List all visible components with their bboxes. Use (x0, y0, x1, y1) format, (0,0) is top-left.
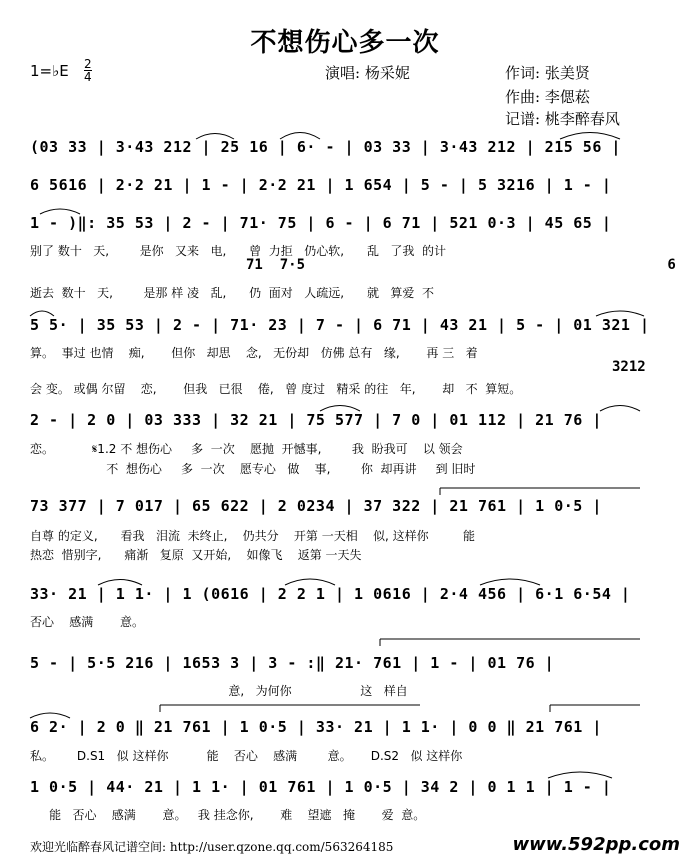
lyric-row-10a: 能 否心 感满 意。 我 挂念你, 难 望遮 掩 爱 意。 (30, 808, 426, 822)
slur (40, 209, 80, 214)
lyric-row-4b: 会 变。 或偶 尔留 恋, 但我 已很 倦, 曾 度过 精采 的往 年, 却 不 算短。 (30, 382, 522, 396)
notation-row-6: 73 377 | 7 017 | 65 622 | 2 0234 | 37 322 | 21 761 | 1 0·5 | (30, 497, 602, 515)
notation-row-2: 6 5616 | 2·2 21 | 1 - | 2·2 21 | 1 654 | 5 - | 5 3216 | 1 - | (30, 176, 612, 194)
lyric-row-5b: 不 想伤心 多 一次 愿专心 做 事, 你 却再讲 到 旧时 (30, 462, 476, 476)
time-bottom: 4 (84, 70, 92, 84)
notation-row-1: (03 33 | 3·43 212 | 25 16 | 6· - | 03 33 | 3·43 212 | 215 56 | (30, 138, 621, 156)
lyric-row-3a: 别了 数十 天, 是你 又来 电, 曾 力拒 仍心软, 乱 了我 的计 (30, 244, 447, 258)
lyric-row-9a: 私。 D.S1 似 这样你 能 否心 感满 意。 D.S2 似 这样你 (30, 749, 463, 763)
transcriber-credit: 记谱: 桃李醉春风 (505, 110, 620, 128)
slur (30, 311, 54, 316)
alt-notes-row-4: 3212 (612, 359, 646, 375)
key-prefix: 1= (30, 62, 53, 80)
lyric-row-4a: 算。 事过 也情 痴, 但你 却思 念, 无份却 仿佛 总有 缘, 再 三 着 (30, 346, 478, 360)
slur (30, 713, 70, 718)
slur (98, 580, 142, 586)
slur (280, 133, 320, 140)
notation-row-3: 1 - )‖: 35 53 | 2 - | 71· 75 | 6 - | 6 71 | 521 0·3 | 45 65 | (30, 214, 612, 232)
notation-row-5: 2 - | 2 0 | 03 333 | 32 21 | 75 577 | 7 0 | 01 112 | 21 76 | (30, 411, 602, 429)
notation-row-4: 5 5· | 35 53 | 2 - | 71· 23 | 7 - | 6 71 | 43 21 | 5 - | 01 321 | (30, 316, 650, 334)
footer-credit: 欢迎光临醉春风记谱空间: http://user.qzone.qq.com/563264185 (30, 840, 394, 854)
slur (596, 311, 644, 316)
lyric-row-8a: 意, 为何你 这 样自 (30, 684, 408, 698)
slur (548, 772, 612, 778)
notation-row-7: 33· 21 | 1 1· | 1 (0616 | 2 2 1 | 1 0616 | 2·4 456 | 6·1 6·54 | (30, 585, 631, 603)
song-title: 不想伤心多一次 (250, 28, 440, 58)
lyric-row-7a: 否心 感满 意。 (30, 615, 144, 629)
lyricist-credit: 作词: 张美贤 (505, 64, 590, 82)
time-top: 2 (84, 57, 92, 71)
slur (320, 406, 360, 412)
slur (480, 579, 540, 585)
slur (285, 579, 335, 585)
site-watermark: www.592pp.com (512, 834, 680, 855)
notation-row-9: 6 2· | 2 0 ‖ 21 761 | 1 0·5 | 33· 21 | 1 1· | 0 0 ‖ 21 761 | (30, 718, 602, 736)
slur (196, 134, 234, 140)
slur (560, 133, 620, 140)
composer-credit: 作曲: 李偲菘 (505, 88, 590, 106)
key-tonic: ♭E (52, 62, 69, 80)
slur (600, 406, 640, 412)
notation-row-10: 1 0·5 | 44· 21 | 1 1· | 01 761 | 1 0·5 | 34 2 | 0 1 1 | 1 - | (30, 778, 612, 796)
singer-credit: 演唱: 杨采妮 (325, 64, 410, 82)
lyric-row-6b: 热恋 惜别字, 痛渐 复原 又开始, 如像飞 返第 一天失 (30, 548, 362, 562)
lyric-row-6a: 自尊 的定义, 看我 泪流 未终止, 仍共分 开第 一天相 似, 这样你 能 (30, 529, 475, 543)
lyric-row-3b: 逝去 数十 天, 是那 样 凌 乱, 仍 面对 人疏远, 就 算爱 不 (30, 286, 435, 300)
lyric-row-5a: 恋。 𝄋1.2 不 想伤心 多 一次 愿抛 开憾事, 我 盼我可 以 领会 (30, 442, 463, 456)
notation-row-8: 5 - | 5·5 216 | 1653 3 | 3 - :‖ 21· 761 | 1 - | 01 76 | (30, 654, 555, 672)
alt-notes-row-3: 71 7·5 6 (246, 257, 676, 273)
